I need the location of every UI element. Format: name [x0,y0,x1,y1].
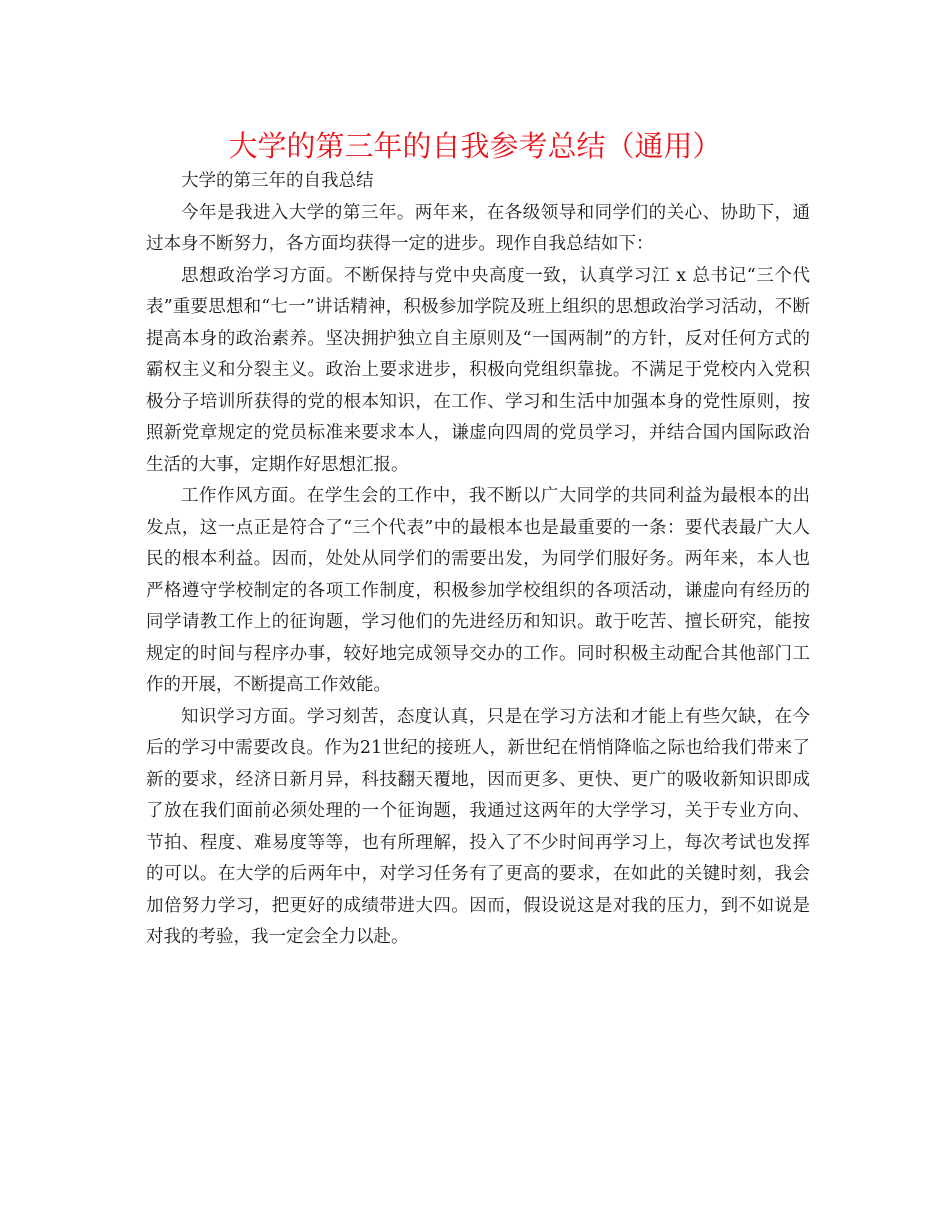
paragraph-political-study: 思想政治学习方面。不断保持与党中央高度一致，认真学习江 x 总书记“三个代表”重要思想和“七一”讲话精神，积极参加学院及班上组织的思想政治学习活动，不断提高本身的政治素养。坚决拥护独立自主原则及“一国两制”的方针，反对任何方式的霸权主义和分裂主义。政治上要求进步，积极向党组织靠拢。不满足于党校内入党积极分子培训所获得的党的根本知识，在工作、学习和生活中加强本身的党性原则，按照新党章规定的党员标准来要求本人，谦虚向四周的党员学习，并结合国内国际政治生活的大事，定期作好思想汇报。 [146,265,810,475]
document-subtitle: 大学的第三年的自我总结 [181,171,374,191]
paragraph-knowledge-study: 知识学习方面。学习刻苦，态度认真，只是在学习方法和才能上有些欠缺，在今后的学习中需要改良。作为21世纪的接班人，新世纪在悄悄降临之际也给我们带来了新的要求，经济日新月异，科技翻天覆地，因而更多、更快、更广的吸收新知识即成了放在我们面前必须处理的一个征询题，我通过这两年的大学学习，关于专业方向、节拍、程度、难易度等等，也有所理解，投入了不少时间再学习上，每次考试也发挥的可以。在大学的后两年中，对学习任务有了更高的要求，在如此的关键时刻，我会加倍努力学习，把更好的成绩带进大四。因而，假设说这是对我的压力，到不如说是对我的考验，我一定会全力以赴。 [146,706,810,947]
paragraph-intro: 今年是我进入大学的第三年。两年来，在各级领导和同学们的关心、协助下，通过本身不断努力，各方面均获得一定的进步。现作自我总结如下： [146,202,810,254]
document-body [146,166,810,954]
paragraph-work-style: 工作作风方面。在学生会的工作中，我不断以广大同学的共同利益为最根本的出发点，这一点正是符合了“三个代表”中的最根本也是最重要的一条：要代表最广大人民的根本利益。因而，处处从同学们的需要出发，为同学们服好务。两年来，本人也严格遵守学校制定的各项工作制度，积极参加学校组织的各项活动，谦虚向有经历的同学请教工作上的征询题，学习他们的先进经历和知识。敢于吃苦、擅长研究，能按规定的时间与程序办事，较好地完成领导交办的工作。同时积极主动配合其他部门工作的开展，不断提高工作效能。 [146,486,810,695]
document-title: 大学的第三年的自我参考总结（通用） [228,129,722,163]
